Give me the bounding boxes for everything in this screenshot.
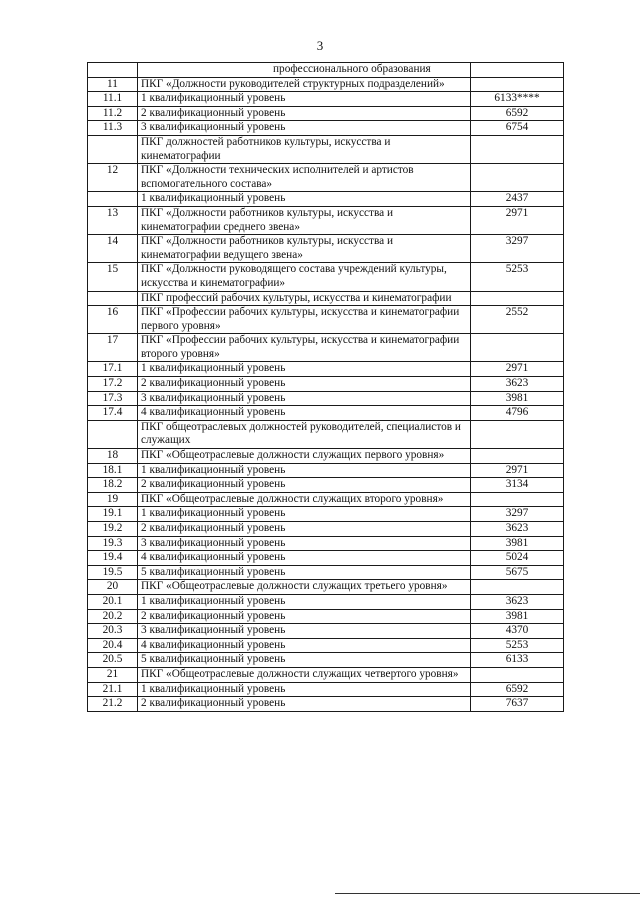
row-name: ПКГ «Общеотраслевые должности служащих второго уровня» — [138, 492, 471, 507]
table-row — [88, 463, 564, 478]
row-name: ПКГ «Должности руководителей структурных подразделений» — [138, 77, 471, 92]
row-number: 19 — [88, 492, 138, 507]
table-row — [88, 624, 564, 639]
row-number — [88, 420, 138, 448]
bottom-scan-line — [335, 893, 640, 894]
row-salary-value: 6133**** — [471, 92, 564, 107]
table-row — [88, 362, 564, 377]
row-name: 5 квалификационный уровень — [138, 653, 471, 668]
table-row — [88, 92, 564, 107]
row-name: ПКГ «Должности технических исполнителей и артистов вспомогательного состава» — [138, 164, 471, 192]
row-salary-value — [471, 334, 564, 362]
row-salary-value: 2971 — [471, 362, 564, 377]
table-row — [88, 697, 564, 712]
row-name: 4 квалификационный уровень — [138, 406, 471, 421]
row-name: 4 квалификационный уровень — [138, 551, 471, 566]
table-row — [88, 565, 564, 580]
row-salary-value: 2437 — [471, 192, 564, 207]
row-number: 21.1 — [88, 682, 138, 697]
table-row — [88, 507, 564, 522]
salary-table — [87, 62, 564, 712]
row-name: ПКГ общеотраслевых должностей руководителей, специалистов и служащих — [138, 420, 471, 448]
row-name: ПКГ «Должности работников культуры, искусства и кинематографии среднего звена» — [138, 206, 471, 234]
table-row — [88, 406, 564, 421]
row-name: 2 квалификационный уровень — [138, 478, 471, 493]
page-number: 3 — [316, 38, 324, 53]
row-number: 17.1 — [88, 362, 138, 377]
row-salary-value — [471, 580, 564, 595]
row-salary-value: 3134 — [471, 478, 564, 493]
row-number — [88, 135, 138, 163]
table-row — [88, 334, 564, 362]
row-number: 20.4 — [88, 638, 138, 653]
row-salary-value: 2552 — [471, 306, 564, 334]
row-number: 18.1 — [88, 463, 138, 478]
row-number: 19.3 — [88, 536, 138, 551]
row-salary-value — [471, 164, 564, 192]
table-row — [88, 449, 564, 464]
row-salary-value: 2971 — [471, 463, 564, 478]
row-salary-value: 3297 — [471, 507, 564, 522]
row-salary-value: 5253 — [471, 638, 564, 653]
row-salary-value: 3981 — [471, 609, 564, 624]
row-number: 19.2 — [88, 522, 138, 537]
row-number: 17.3 — [88, 391, 138, 406]
row-number — [88, 291, 138, 306]
row-number: 19.5 — [88, 565, 138, 580]
table-row — [88, 653, 564, 668]
row-salary-value — [471, 449, 564, 464]
row-salary-value — [471, 291, 564, 306]
table-row — [88, 235, 564, 263]
row-name: 1 квалификационный уровень — [138, 192, 471, 207]
row-name: ПКГ «Должности руководящего состава учреждений культуры, искусства и кинематографии» — [138, 263, 471, 291]
row-number: 20.3 — [88, 624, 138, 639]
row-number: 14 — [88, 235, 138, 263]
row-salary-value: 6133 — [471, 653, 564, 668]
row-salary-value — [471, 135, 564, 163]
row-number: 11 — [88, 77, 138, 92]
table-row — [88, 609, 564, 624]
row-number: 15 — [88, 263, 138, 291]
row-number: 21 — [88, 667, 138, 682]
table-row — [88, 667, 564, 682]
row-number: 18.2 — [88, 478, 138, 493]
row-salary-value: 3297 — [471, 235, 564, 263]
row-name: 3 квалификационный уровень — [138, 536, 471, 551]
row-name: 2 квалификационный уровень — [138, 522, 471, 537]
row-salary-value: 3981 — [471, 391, 564, 406]
row-number: 20.2 — [88, 609, 138, 624]
row-salary-value — [471, 77, 564, 92]
row-name: 2 квалификационный уровень — [138, 377, 471, 392]
row-name: ПКГ профессий рабочих культуры, искусства и кинематографии — [138, 291, 471, 306]
row-salary-value: 6592 — [471, 682, 564, 697]
row-number: 17.2 — [88, 377, 138, 392]
table-row — [88, 306, 564, 334]
row-number: 11.1 — [88, 92, 138, 107]
table-row — [88, 135, 564, 163]
row-salary-value — [471, 420, 564, 448]
row-number: 20.5 — [88, 653, 138, 668]
row-number: 16 — [88, 306, 138, 334]
row-salary-value: 3623 — [471, 594, 564, 609]
row-name: 1 квалификационный уровень — [138, 682, 471, 697]
row-name: 4 квалификационный уровень — [138, 638, 471, 653]
table-row — [88, 551, 564, 566]
row-name: ПКГ «Общеотраслевые должности служащих третьего уровня» — [138, 580, 471, 595]
table-row — [88, 263, 564, 291]
table-row — [88, 106, 564, 121]
row-salary-value: 5675 — [471, 565, 564, 580]
table-row — [88, 164, 564, 192]
row-salary-value — [471, 667, 564, 682]
row-number: 18 — [88, 449, 138, 464]
row-number: 17.4 — [88, 406, 138, 421]
row-salary-value: 4370 — [471, 624, 564, 639]
row-name: ПКГ «Общеотраслевые должности служащих первого уровня» — [138, 449, 471, 464]
row-name: 3 квалификационный уровень — [138, 391, 471, 406]
row-name: 1 квалификационный уровень — [138, 362, 471, 377]
row-number: 20.1 — [88, 594, 138, 609]
row-number — [88, 63, 138, 78]
row-name: ПКГ «Профессии рабочих культуры, искусства и кинематографии первого уровня» — [138, 306, 471, 334]
row-name: 3 квалификационный уровень — [138, 121, 471, 136]
salary-table-body — [88, 63, 564, 712]
row-name: профессионального образования — [138, 63, 471, 78]
row-number: 20 — [88, 580, 138, 595]
row-name: 1 квалификационный уровень — [138, 92, 471, 107]
row-number: 11.2 — [88, 106, 138, 121]
table-row — [88, 682, 564, 697]
row-salary-value: 4796 — [471, 406, 564, 421]
row-number: 19.1 — [88, 507, 138, 522]
row-salary-value: 5024 — [471, 551, 564, 566]
table-row — [88, 580, 564, 595]
row-salary-value — [471, 492, 564, 507]
row-number — [88, 192, 138, 207]
row-salary-value — [471, 63, 564, 78]
table-row — [88, 478, 564, 493]
row-number: 13 — [88, 206, 138, 234]
row-salary-value: 2971 — [471, 206, 564, 234]
table-row — [88, 420, 564, 448]
row-salary-value: 7637 — [471, 697, 564, 712]
row-salary-value: 6754 — [471, 121, 564, 136]
row-name: 2 квалификационный уровень — [138, 609, 471, 624]
table-row — [88, 594, 564, 609]
row-number: 19.4 — [88, 551, 138, 566]
table-row — [88, 63, 564, 78]
row-number: 11.3 — [88, 121, 138, 136]
row-name: 2 квалификационный уровень — [138, 697, 471, 712]
row-name: 2 квалификационный уровень — [138, 106, 471, 121]
table-row — [88, 492, 564, 507]
row-name: ПКГ «Должности работников культуры, искусства и кинематографии ведущего звена» — [138, 235, 471, 263]
table-row — [88, 192, 564, 207]
row-salary-value: 3981 — [471, 536, 564, 551]
row-number: 17 — [88, 334, 138, 362]
table-row — [88, 391, 564, 406]
row-name: 5 квалификационный уровень — [138, 565, 471, 580]
row-salary-value: 3623 — [471, 377, 564, 392]
table-row — [88, 121, 564, 136]
row-salary-value: 6592 — [471, 106, 564, 121]
row-name: ПКГ «Профессии рабочих культуры, искусства и кинематографии второго уровня» — [138, 334, 471, 362]
table-row — [88, 638, 564, 653]
row-name: 1 квалификационный уровень — [138, 507, 471, 522]
row-name: 3 квалификационный уровень — [138, 624, 471, 639]
row-salary-value: 5253 — [471, 263, 564, 291]
row-name: 1 квалификационный уровень — [138, 463, 471, 478]
table-row — [88, 536, 564, 551]
row-name: 1 квалификационный уровень — [138, 594, 471, 609]
row-salary-value: 3623 — [471, 522, 564, 537]
table-row — [88, 291, 564, 306]
table-row — [88, 377, 564, 392]
table-row — [88, 206, 564, 234]
table-row — [88, 77, 564, 92]
table-row — [88, 522, 564, 537]
row-name: ПКГ «Общеотраслевые должности служащих четвертого уровня» — [138, 667, 471, 682]
row-name: ПКГ должностей работников культуры, искусства и кинематографии — [138, 135, 471, 163]
row-number: 12 — [88, 164, 138, 192]
row-number: 21.2 — [88, 697, 138, 712]
